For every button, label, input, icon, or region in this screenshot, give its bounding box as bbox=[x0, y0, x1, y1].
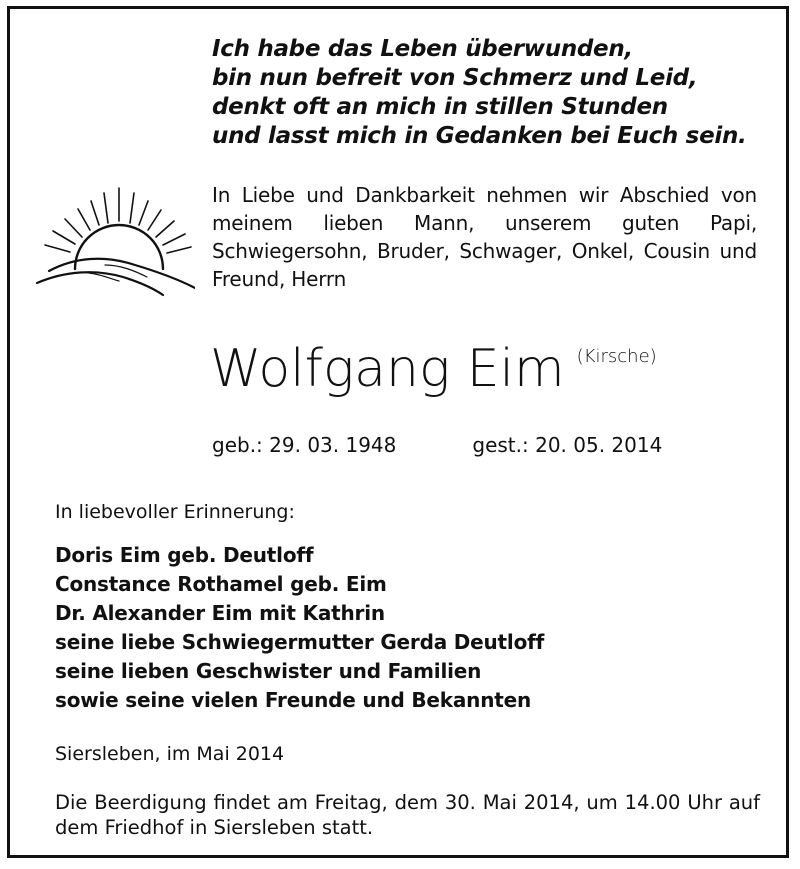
obituary-notice bbox=[7, 6, 789, 858]
remembrance-heading: In liebevoller Erinnerung: bbox=[55, 501, 295, 523]
poem-line: bin nun befreit von Schmerz und Leid, bbox=[212, 65, 698, 91]
life-dates bbox=[212, 433, 662, 457]
mourner: seine liebe Schwiegermutter Gerda Deutloff bbox=[55, 630, 545, 654]
mourner: Dr. Alexander Eim mit Kathrin bbox=[55, 601, 385, 625]
deceased-name: Wolfgang Eim bbox=[210, 339, 565, 399]
mourner: sowie seine vielen Freunde und Bekannten bbox=[55, 688, 532, 712]
poem bbox=[212, 35, 772, 151]
deceased-name-line bbox=[210, 339, 657, 399]
poem-line: denkt oft an mich in stillen Stunden bbox=[212, 94, 668, 120]
farewell-text: In Liebe und Dankbarkeit nehmen wir Abschied von meinem lieben Mann, unserem guten Papi, Schwiegersohn, Bruder, Schwager, Onkel, Cousin und Freund, Herrn bbox=[212, 183, 757, 291]
poem-line: Ich habe das Leben überwunden, bbox=[212, 36, 633, 62]
mourners-list bbox=[55, 541, 544, 715]
birth-date: geb.: 29. 03. 1948 bbox=[212, 433, 397, 457]
mourner: Doris Eim geb. Deutloff bbox=[55, 543, 314, 567]
death-date: gest.: 20. 05. 2014 bbox=[472, 433, 663, 457]
sunset-over-hills-icon bbox=[35, 185, 195, 297]
funeral-notice: Die Beerdigung findet am Freitag, dem 30. Mai 2014, um 14.00 Uhr auf dem Friedhof in Siersleben statt. bbox=[55, 791, 760, 839]
mourner: seine lieben Geschwister und Familien bbox=[55, 659, 482, 683]
place-date: Siersleben, im Mai 2014 bbox=[55, 743, 285, 765]
mourner: Constance Rothamel geb. Eim bbox=[55, 572, 387, 596]
poem-line: und lasst mich in Gedanken bei Euch sein. bbox=[212, 123, 747, 149]
deceased-nickname: (Kirsche) bbox=[576, 346, 657, 367]
